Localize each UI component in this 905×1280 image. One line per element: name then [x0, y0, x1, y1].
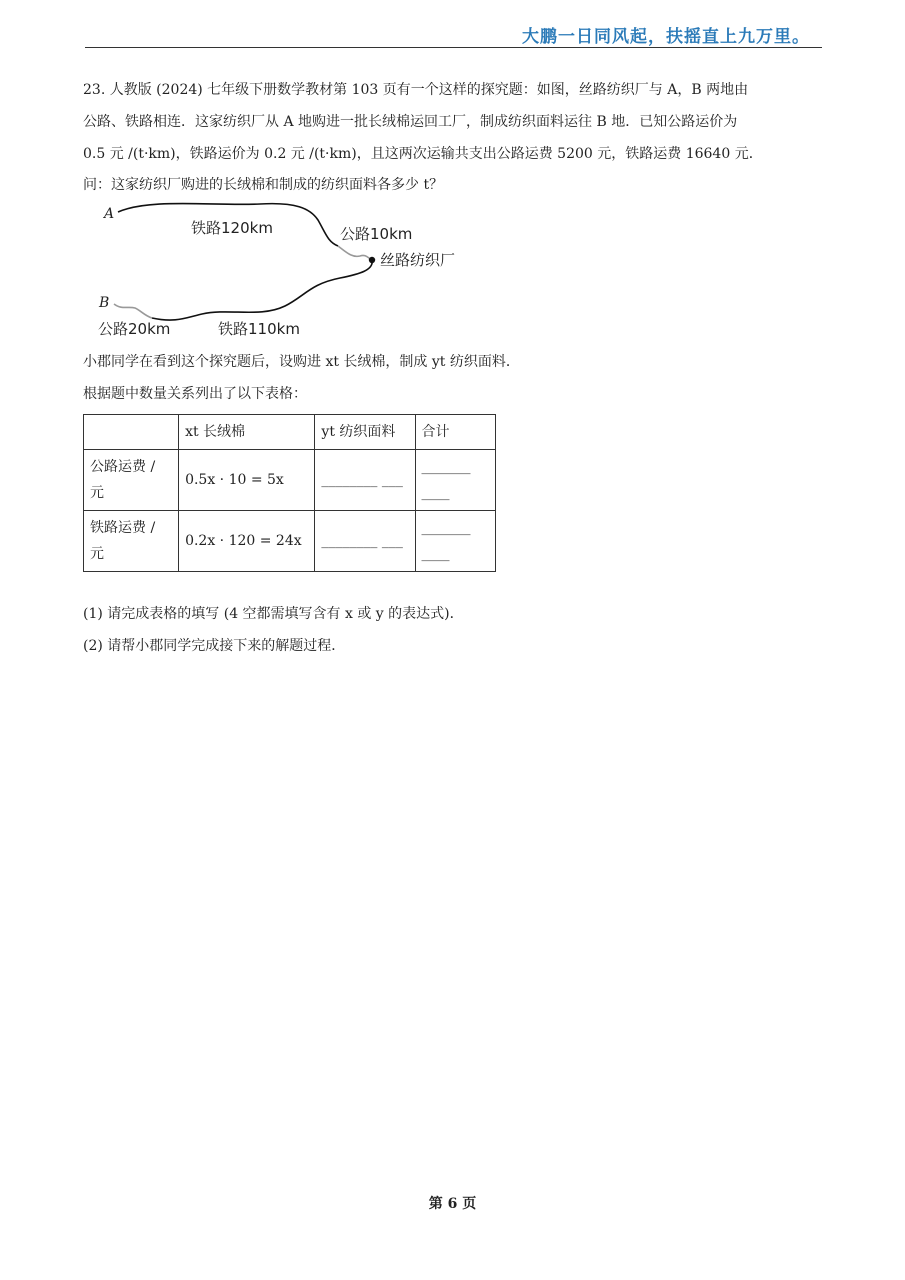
factory-label: 丝路纺织厂 — [380, 251, 456, 269]
road-b-label: 公路20km — [98, 320, 171, 338]
table-header-cell: yt 纺织面料 — [315, 415, 415, 450]
intro-line-1: 小郡同学在看到这个探究题后，设购进 xt 长绒棉，制成 yt 纺织面料． — [83, 354, 520, 370]
rail-route-b — [152, 260, 372, 320]
table-row — [84, 450, 496, 511]
cell-x: 0.2x · 120 = 24x — [179, 511, 315, 572]
blank-y[interactable]: ________ ___ — [315, 511, 415, 572]
rail-a-label: 铁路120km — [191, 219, 273, 237]
intro-line-2: 根据题中数量关系列出了以下表格： — [83, 386, 307, 402]
row-label: 公路运费 / 元 — [84, 450, 179, 511]
point-a-label: A — [104, 206, 115, 222]
header-divider — [85, 47, 822, 48]
road-a-label: 公路10km — [340, 225, 413, 243]
blank-y[interactable]: ________ ___ — [315, 450, 415, 511]
table-header-cell: 合计 — [415, 415, 495, 450]
table-header-cell — [84, 415, 179, 450]
row-label: 铁路运费 / 元 — [84, 511, 179, 572]
question-line-1: 23. 人教版 (2024) 七年级下册数学教材第 103 页有一个这样的探究题：如图，丝路纺织厂与 A，B 两地由 — [83, 82, 749, 98]
table-row — [84, 511, 496, 572]
rail-b-label: 铁路110km — [218, 320, 300, 338]
road-route-a — [338, 246, 372, 260]
route-diagram — [90, 198, 490, 343]
factory-point — [369, 257, 375, 263]
question-line-3: 0.5 元 /(t·km)，铁路运价为 0.2 元 /(t·km)，且这两次运输共支出公路运费 5200 元，铁路运费 16640 元． — [83, 146, 763, 162]
cell-x: 0.5x · 10 = 5x — [179, 450, 315, 511]
table-header-row — [84, 415, 496, 450]
part-2: (2) 请帮小郡同学完成接下来的解题过程． — [83, 638, 346, 654]
road-route-b — [114, 304, 152, 318]
question-line-4: 问：这家纺织厂购进的长绒棉和制成的纺织面料各多少 t？ — [83, 177, 444, 193]
question-line-2: 公路、铁路相连．这家纺织厂从 A 地购进一批长绒棉运回工厂，制成纺织面料运往 B 地．已知公路运价为 — [83, 114, 738, 130]
table-header-cell: xt 长绒棉 — [179, 415, 315, 450]
blank-total[interactable]: _______ ____ — [415, 450, 495, 511]
fill-in-table — [83, 414, 496, 572]
page-number: 第 6 页 — [428, 1196, 477, 1212]
header-motto: 大鹏一日同风起，扶摇直上九万里。 — [522, 27, 810, 47]
part-1: (1) 请完成表格的填写 (4 空都需填写含有 x 或 y 的表达式)． — [83, 606, 464, 622]
blank-total[interactable]: _______ ____ — [415, 511, 495, 572]
point-b-label: B — [99, 295, 110, 311]
